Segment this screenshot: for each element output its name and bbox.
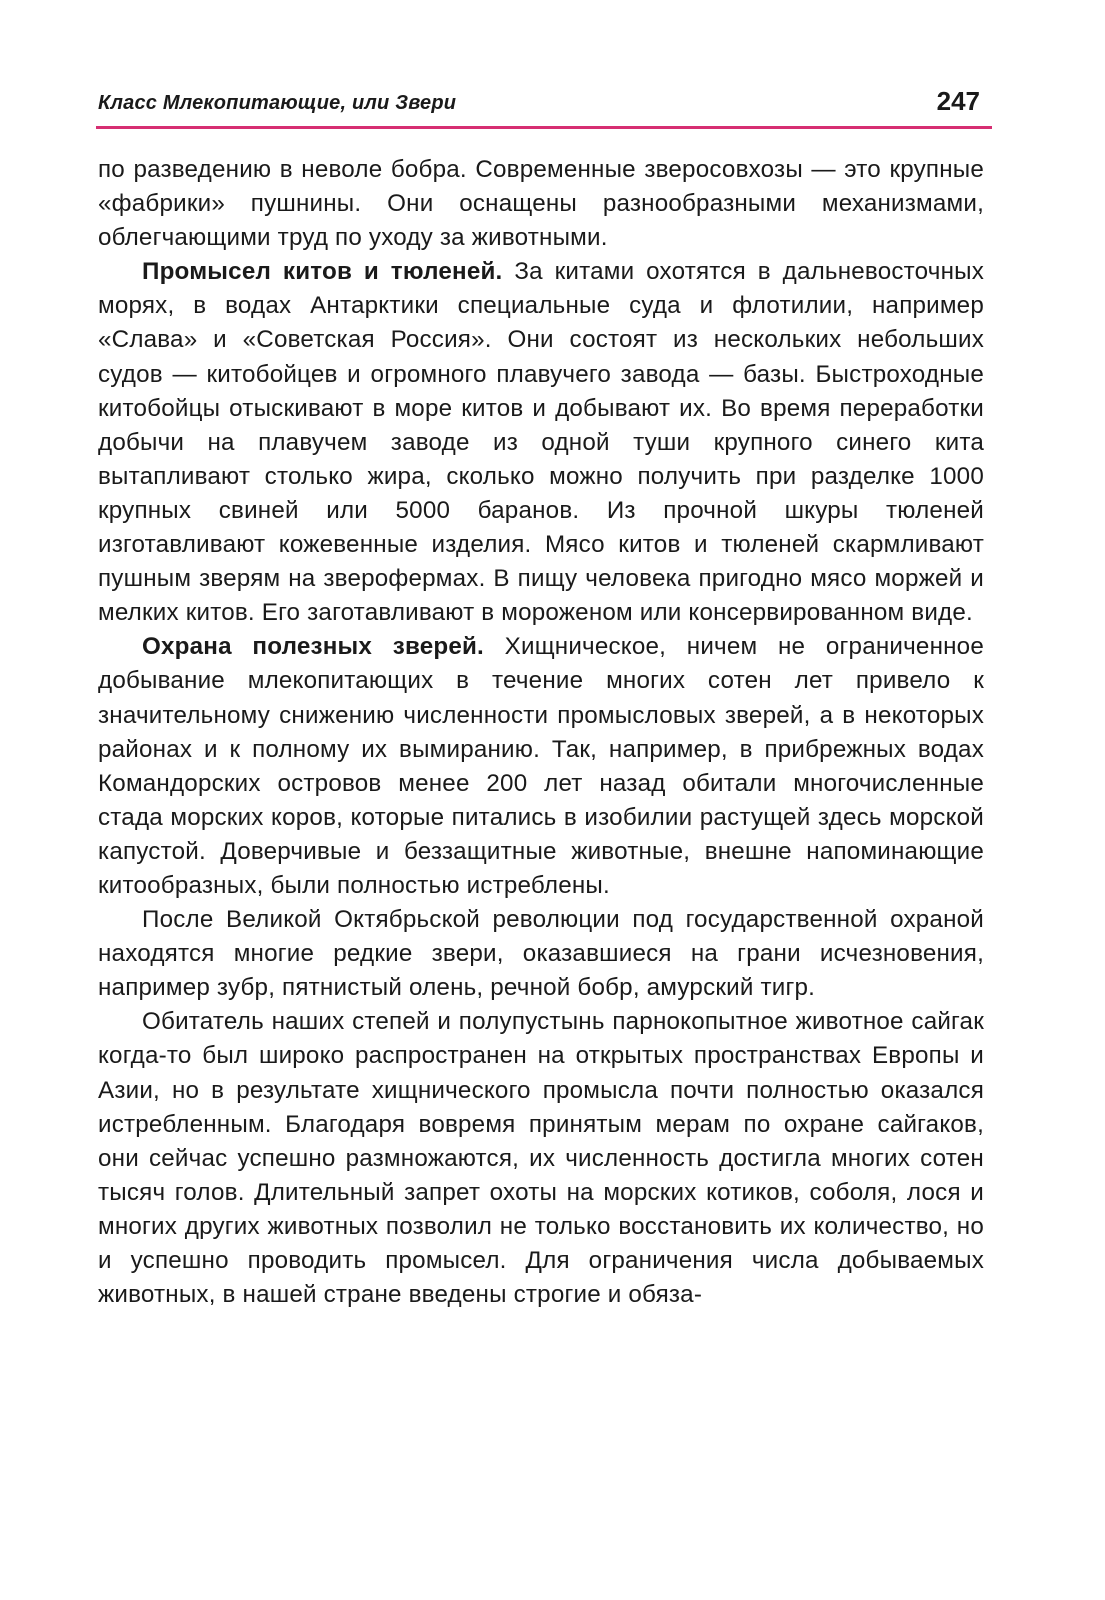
paragraph-1 bbox=[98, 153, 984, 255]
section-heading-whaling: Промысел китов и тюленей. bbox=[142, 258, 503, 286]
paragraph-2 bbox=[98, 255, 984, 630]
body-text bbox=[98, 153, 984, 1312]
section-heading-protection: Охрана полезных зверей. bbox=[142, 633, 484, 661]
paragraph-3 bbox=[98, 630, 984, 903]
paragraph-text: Обитатель наших степей и полупустынь парнокопытное животное сайгак когда-то был широко распространен на открытых пространствах Европы и Азии, но в результате хищнического промысла почти полностью оказался истребленным. Благодаря вовремя принятым мерам по охране сайгаков, они сейчас успешно размножаются, их численность достигла многих сотен тысяч голов. Длительный запрет охоты на морских котиков, соболя, лося и многих других животных позволил не только восстановить их количество, но и успешно проводить промысел. Для ограничения числа добываемых животных, в нашей стране введены строгие и обяза- bbox=[98, 1008, 984, 1309]
page-number: 247 bbox=[936, 86, 980, 116]
header-rule bbox=[96, 126, 992, 129]
page-header bbox=[98, 86, 988, 120]
paragraph-text: После Великой Октябрьской революции под государственной охраной находятся многие редкие звери, оказавшиеся на грани исчезновения, например зубр, пятнистый олень, речной бобр, амурский тигр. bbox=[98, 906, 984, 1002]
paragraph-text: За китами охотятся в дальневосточных морях, в водах Антарктики специальные суда и флотилии, например «Слава» и «Советская Россия». Они состоят из нескольких небольших судов — китобойцев и огромного плавучего завода — базы. Быстроходные китобойцы отыскивают в море китов и добывают их. Во время переработки добычи на плавучем заводе из одной туши крупного синего кита вытапливают столько жира, сколько можно получить при разделке 1000 крупных свиней или 5000 баранов. Из прочной шкуры тюленей изготавливают кожевенные изделия. Мясо китов и тюленей скармливают пушным зверям на зверофермах. В пищу человека пригодно мясо моржей и мелких китов. Его заготавливают в мороженом или консервированном виде. bbox=[98, 258, 985, 627]
paragraph-text: Хищническое, ничем не ограниченное добывание млекопитающих в течение многих сотен лет привело к значительному снижению численности промысловых зверей, а в некоторых районах и к полному их вымиранию. Так, например, в прибрежных водах Командорских островов менее 200 лет назад обитали многочисленные стада морских коров, которые питались в изобилии растущей здесь морской капустой. Доверчивые и беззащитные животные, внешне напоминающие китообразных, были полностью истреблены. bbox=[98, 633, 984, 899]
paragraph-5 bbox=[98, 1005, 984, 1312]
paragraph-4 bbox=[98, 903, 984, 1005]
paragraph-text: по разведению в неволе бобра. Современные зверосовхозы — это крупные «фабрики» пушнины. Они оснащены разнообразными механизмами, облегчающими труд по уходу за животными. bbox=[98, 156, 984, 252]
running-title: Класс Млекопитающие, или Звери bbox=[98, 92, 457, 114]
